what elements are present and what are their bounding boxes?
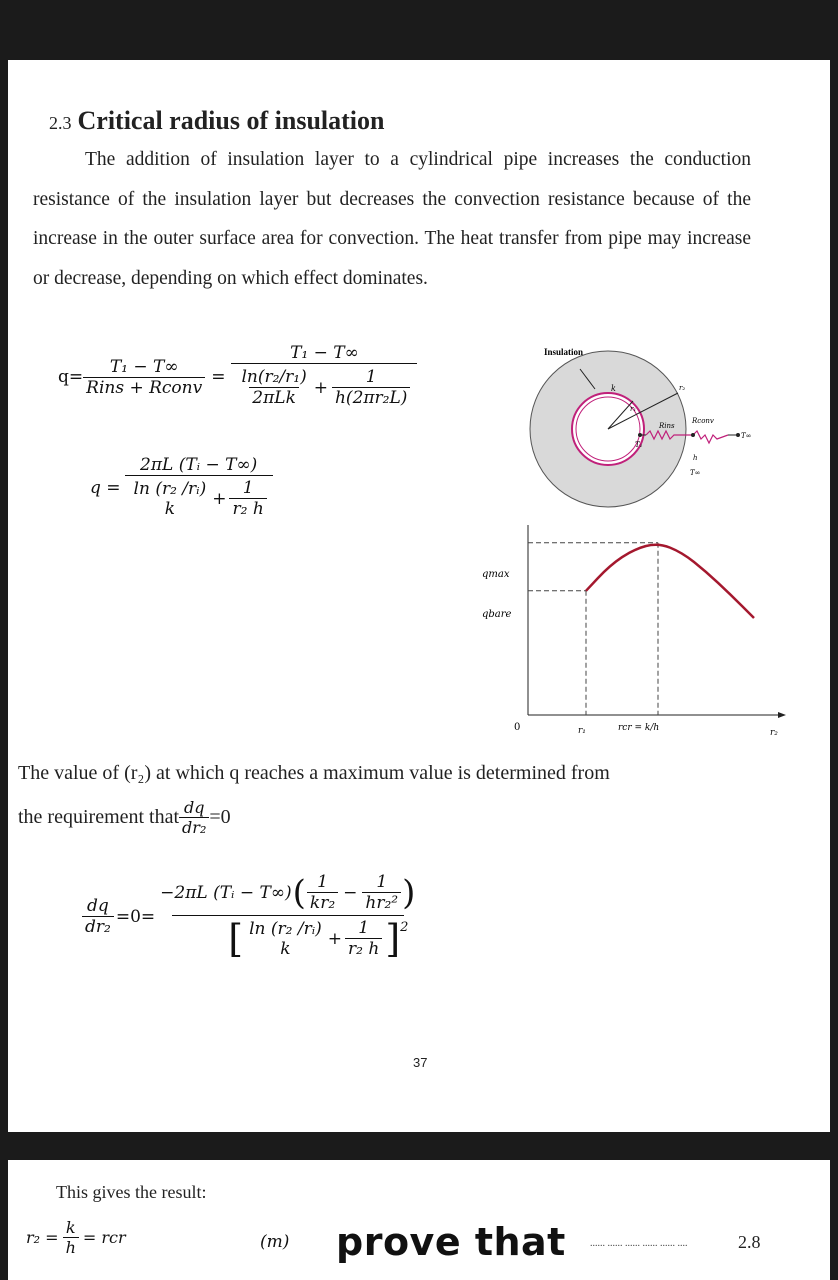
y-tick-qmax: qmax xyxy=(482,569,510,580)
equation-number: 2.8 xyxy=(738,1232,761,1252)
k-label: k xyxy=(611,384,616,393)
r2-equation: r₂ = $\frac{k}{h}$ = rcr xyxy=(26,1218,126,1257)
r2-label: r₂ xyxy=(679,384,686,392)
requirement-line: the requirement that $\frac{dq}{\text{dr₂}}$ =0 xyxy=(18,798,231,837)
text-maximum-value: The value of (r₂) at which q reaches a maximum value is determined from xyxy=(18,762,610,784)
x-axis-label: r₂ xyxy=(770,728,778,738)
rconv-resistor xyxy=(693,431,728,443)
rins-label: Rins xyxy=(659,422,675,430)
top-dark-bar xyxy=(0,0,838,60)
prove-that-handwriting: prove that xyxy=(336,1220,566,1264)
t1-label: T₁ xyxy=(635,441,643,449)
section-heading xyxy=(49,106,384,136)
m-label: (m) xyxy=(260,1232,290,1252)
tinf-label: T∞ xyxy=(741,432,752,440)
equation-dq-dr2: $\frac{dq}{\text{dr₂}}$ =0= −2πL (Tᵢ − T∞) ( $\frac{1}{\text{kr₂}}$ − $\frac{1}{\text{hr₂²}}$ ) [ ln (r₂ /rᵢ) k + $\frac{1}{\text{r₂ h}}$ ] $^2$ xyxy=(82,872,419,961)
q-series-line xyxy=(586,545,754,618)
result-text: This gives the result: xyxy=(56,1182,207,1202)
r1-label: r₁ xyxy=(630,405,637,413)
document-page-2 xyxy=(8,1160,830,1280)
page-separator xyxy=(0,1132,838,1160)
equation-q-resistance: q= $\frac{\text{T₁ − T∞}}{\text{Rins + Rconv}}$ = T₁ − T∞ $\frac{\text{ln(r₂/r₁)}}{\text{2πLk}}$ + $\frac{1}{\text{h(2πr₂L)}}$ xyxy=(58,343,417,411)
equation-q-cylinder: q = 2πL (Tᵢ − T∞) ln (r₂ /rᵢ) k + $\frac{1}{\text{r₂ h}}$ xyxy=(90,455,273,521)
h-label: h xyxy=(693,454,698,462)
insulation-diagram xyxy=(518,335,788,525)
section-title: Critical radius of insulation xyxy=(77,106,385,135)
rconv-label: Rconv xyxy=(692,417,714,425)
page-number: 37 xyxy=(413,1055,428,1070)
y-tick-qbare: qbare xyxy=(482,609,512,620)
x-tick-r1: r₁ xyxy=(578,726,586,736)
x-tick-rcr: rcr = k/h xyxy=(618,723,660,733)
section-number: 2.3 xyxy=(49,113,72,133)
x-tick-zero: 0 xyxy=(514,722,521,733)
dot-leader: ...... ...... ...... ...... ...... .... xyxy=(590,1238,688,1249)
intro-paragraph: The addition of insulation layer to a cylindrical pipe increases the conduction resistance of the insulation layer but decreases the convection resistance because of the increase in the outer surface area for convection. The heat transfer from pipe may increase or decrease, depending on which effect dominates. xyxy=(33,149,751,289)
q-vs-r2-chart xyxy=(478,515,798,745)
document-page xyxy=(8,60,830,1132)
insulation-label: Insulation xyxy=(544,347,584,357)
tinf2-label: T∞ xyxy=(690,469,701,477)
